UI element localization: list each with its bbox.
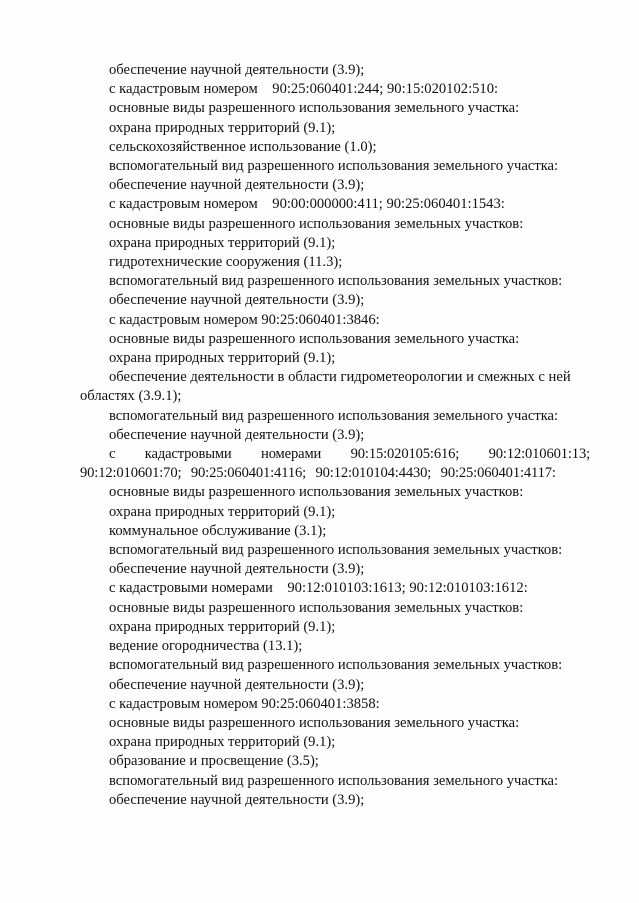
text-line: вспомогательный вид разрешенного использования земельного участка: — [109, 158, 559, 175]
text-line: основные виды разрешенного использования земельных участков: — [109, 484, 524, 501]
text-line: обеспечение научной деятельности (3.9); — [109, 177, 365, 194]
text-line: вспомогательный вид разрешенного использования земельных участков: — [109, 657, 563, 674]
text-line: обеспечение научной деятельности (3.9); — [109, 62, 365, 78]
text-line: основные виды разрешенного использования земельного участка: — [109, 714, 520, 731]
text-line: с кадастровыми номерами 90:12:010103:1613; 90:12:010103:1612: — [109, 580, 528, 597]
text-line: охрана природных территорий (9.1); — [109, 234, 336, 251]
text-line: охрана природных территорий (9.1); — [109, 119, 336, 136]
text-paragraph: с кадастровыми номерами 90:15:020105:616; 90:12:010601:13; 90:12:010601:70; 90:25:060401:4116; 90:12:010104:4430; 90:25:060401:4117: — [80, 446, 590, 482]
text-line: коммунальное обслуживание (3.1); — [109, 522, 327, 539]
text-line: обеспечение научной деятельности (3.9); — [109, 292, 365, 309]
text-line: охрана природных территорий (9.1); — [109, 734, 336, 751]
text-line: вспомогательный вид разрешенного использования земельного участка: — [109, 772, 559, 789]
text-line: образование и просвещение (3.5); — [109, 753, 319, 770]
text-paragraph: обеспечение деятельности в области гидрометеорологии и смежных с ней областях (3.9.1); — [80, 369, 571, 405]
text-line: обеспечение научной деятельности (3.9); — [109, 676, 365, 693]
document-body — [80, 61, 590, 810]
text-line: основные виды разрешенного использования земельных участков: — [109, 215, 524, 232]
text-line: вспомогательный вид разрешенного использования земельных участков: — [109, 542, 563, 559]
text-line: обеспечение научной деятельности (3.9); — [109, 426, 365, 443]
text-line: сельскохозяйственное использование (1.0); — [109, 138, 377, 155]
text-line: с кадастровым номером 90:25:060401:3858: — [109, 695, 380, 712]
text-line: с кадастровым номером 90:25:060401:244; 90:15:020102:510: — [109, 81, 499, 98]
text-line: основные виды разрешенного использования земельного участка: — [109, 100, 520, 117]
text-line: охрана природных территорий (9.1); — [109, 618, 336, 635]
text-line: гидротехнические сооружения (11.3); — [109, 254, 343, 271]
text-line: обеспечение научной деятельности (3.9); — [109, 561, 365, 578]
text-line: с кадастровым номером 90:00:000000:411; 90:25:060401:1543: — [109, 196, 505, 213]
text-line: вспомогательный вид разрешенного использования земельных участков: — [109, 273, 563, 290]
text-line: обеспечение научной деятельности (3.9); — [109, 791, 365, 808]
text-line: основные виды разрешенного использования земельного участка: — [109, 330, 520, 347]
text-line: с кадастровым номером 90:25:060401:3846: — [109, 311, 380, 328]
text-line: охрана природных территорий (9.1); — [109, 350, 336, 367]
text-line: вспомогательный вид разрешенного использования земельного участка: — [109, 407, 559, 424]
text-line: основные виды разрешенного использования земельных участков: — [109, 599, 524, 616]
text-line: ведение огородничества (13.1); — [109, 638, 303, 655]
text-line: охрана природных территорий (9.1); — [109, 503, 336, 520]
